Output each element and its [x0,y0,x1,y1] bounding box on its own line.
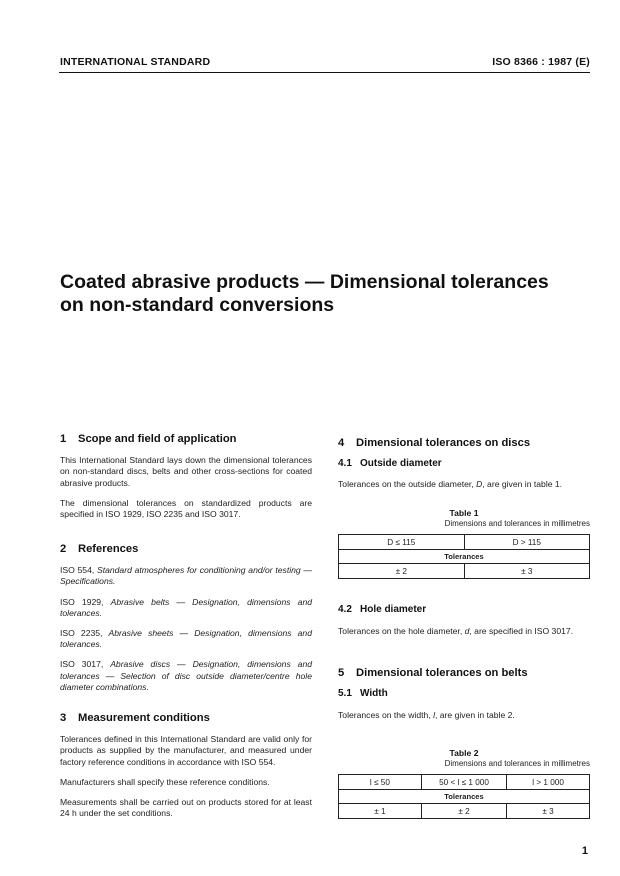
section-3-paragraph-3: Measurements shall be carried out on products stored for at least 24 h under the set conditions. [60,797,312,819]
reference-iso-3017: ISO 3017, Abrasive discs — Designation, dimensions and tolerances — Selection of disc outside diameter/centre hole diameter combinations. [60,659,313,692]
table-2-band: Tolerances [339,790,590,804]
table-1-value-2: ± 3 [464,564,590,579]
section-2-heading: 2 References [60,543,139,555]
section-3-paragraph-2: Manufacturers shall specify these reference conditions. [60,776,270,787]
section-1 [60,434,312,520]
section-3-paragraph-1: Tolerances defined in this International Standard are valid only for products as supplied by the manufacturer, and measured under factory reference conditions in accordance with ISO 554. [60,734,312,767]
table-2-value-2: ± 2 [421,804,506,819]
table-1 [338,534,590,579]
section-4 [338,438,590,491]
section-3 [60,713,312,819]
table-1-caption: Table 1 [449,508,479,518]
table-2-caption: Table 2 [449,748,479,758]
section-4-2-paragraph: Tolerances on the hole diameter, d, are specified in ISO 3017. [338,626,574,637]
table-1-head-2: D > 115 [464,535,590,550]
section-1-paragraph-2: The dimensional tolerances on standardized products are specified in ISO 1929, ISO 2235 and ISO 3017. [60,497,312,520]
table-2-head-2: 50 < l ≤ 1 000 [421,775,506,790]
title-line-2: on non-standard conversions [60,294,335,316]
table-2-head-3: l > 1 000 [507,775,590,790]
section-5-1-heading: 5.1 Width [338,688,388,700]
header-document-id: ISO 8366 : 1987 (E) [492,56,590,68]
section-4-1-paragraph: Tolerances on the outside diameter, D, are given in table 1. [338,479,563,490]
table-2 [338,774,590,819]
section-2 [60,544,312,693]
section-4-heading: 4 Dimensional tolerances on discs [338,437,531,449]
section-4-1-heading: 4.1 Outside diameter [338,458,442,470]
header-standard-type: INTERNATIONAL STANDARD [60,56,211,68]
table-1-head-1: D ≤ 115 [339,535,465,550]
section-4-2-heading: 4.2 Hole diameter [338,604,427,615]
table-2-subcaption: Dimensions and tolerances in millimetres [444,759,590,768]
table-2-value-3: ± 3 [507,804,590,819]
table-1-band: Tolerances [339,550,590,564]
section-5-1-paragraph: Tolerances on the width, l, are given in table 2. [338,710,515,721]
section-3-heading: 3 Measurement conditions [60,712,210,724]
header-rule [59,72,590,73]
table-2-head-1: l ≤ 50 [339,775,422,790]
page-number: 1 [581,845,588,857]
section-1-heading: 1 Scope and field of application [60,433,237,445]
title-line-1: Coated abrasive products — Dimensional tolerances [60,271,549,293]
document-title [60,271,560,317]
reference-iso-554: ISO 554, Standard atmospheres for conditioning and/or testing — Specifications. [60,565,312,587]
section-5-heading: 5 Dimensional tolerances on belts [338,667,528,679]
section-4-2 [338,604,590,637]
table-1-subcaption: Dimensions and tolerances in millimetres [444,519,590,528]
section-1-paragraph-1: This International Standard lays down the dimensional tolerances on non-standard discs, belts and other cross-sections for coated abrasive products. [60,455,312,488]
section-5 [338,668,590,722]
reference-iso-2235: ISO 2235, Abrasive sheets — Designation, dimensions and tolerances. [60,628,312,650]
table-1-value-1: ± 2 [339,564,465,579]
table-2-value-1: ± 1 [339,804,422,819]
reference-iso-1929: ISO 1929, Abrasive belts — Designation, dimensions and tolerances. [60,596,313,618]
